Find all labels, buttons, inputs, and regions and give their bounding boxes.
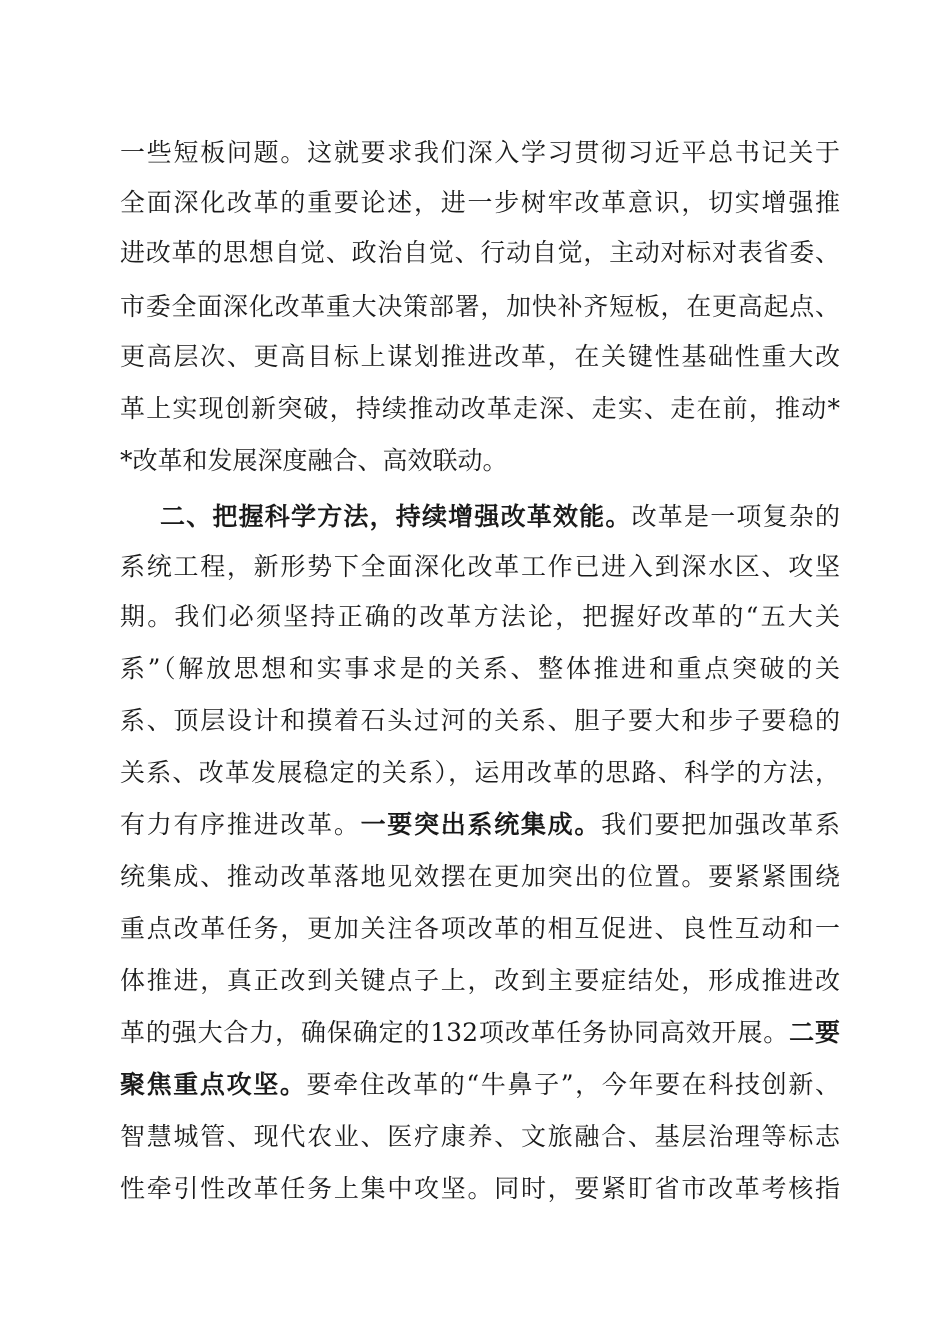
text-run: 进改革的思想自觉、政治自觉、行动自觉，主动对标对表省委、 (120, 238, 840, 267)
text-line (120, 1169, 840, 1209)
text-line (160, 497, 840, 537)
text-run: 要牵住改革的“牛鼻子”，今年要在科技创新、 (306, 1070, 840, 1099)
text-run: 体推进，真正改到关键点子上，改到主要症结处，形成推进改 (120, 966, 840, 995)
text-line (120, 133, 840, 173)
text-line (120, 389, 840, 429)
text-line (120, 597, 840, 637)
section-heading: 二、把握科学方法，持续增强改革效能。 (160, 502, 632, 531)
text-run: 革上实现创新突破，持续推动改革走深、走实、走在前，推动* (120, 394, 840, 423)
text-run: 更高层次、更高目标上谋划推进改革，在关键性基础性重大改 (120, 342, 840, 371)
text-run: 改革是一项复杂的 (631, 502, 840, 531)
text-run: 我们要把加强改革系 (601, 810, 840, 839)
text-line (120, 1013, 840, 1053)
text-run: 系”（解放思想和实事求是的关系、整体推进和重点突破的关 (120, 654, 840, 683)
text-run: 关系、改革发展稳定的关系），运用改革的思路、科学的方法， (120, 758, 840, 787)
text-run: 全面深化改革的重要论述，进一步树牢改革意识，切实增强推 (120, 188, 840, 217)
text-line (120, 337, 840, 377)
text-run: 有力有序推进改革。 (120, 810, 361, 839)
text-line (120, 1117, 840, 1157)
text-run: 市委全面深化改革重大决策部署，加快补齐短板，在更高起点、 (120, 292, 840, 321)
text-line (120, 547, 840, 587)
text-run: 革的强大合力，确保确定的132项改革任务协同高效开展。 (120, 1018, 790, 1047)
sub-heading: 二要 (789, 1018, 840, 1047)
text-line (120, 233, 840, 273)
text-run: *改革和发展深度融合、高效联动。 (120, 446, 508, 475)
text-run: 期。我们必须坚持正确的改革方法论，把握好改革的“五大关 (120, 602, 840, 631)
text-line (120, 183, 840, 223)
text-line (120, 961, 840, 1001)
text-run: 智慧城管、现代农业、医疗康养、文旅融合、基层治理等标志 (120, 1122, 840, 1151)
text-line (120, 287, 840, 327)
text-line (120, 701, 840, 741)
text-run: 统集成、推动改革落地见效摆在更加突出的位置。要紧紧围绕 (120, 862, 840, 891)
text-line (120, 753, 840, 793)
text-line (120, 649, 840, 689)
text-line (120, 857, 840, 897)
text-run: 系统工程，新形势下全面深化改革工作已进入到深水区、攻坚 (120, 552, 840, 581)
text-run: 性牵引性改革任务上集中攻坚。同时，要紧盯省市改革考核指 (120, 1174, 840, 1203)
text-line (120, 1065, 840, 1105)
text-line (120, 909, 840, 949)
sub-heading: 一要突出系统集成。 (360, 810, 602, 839)
sub-heading: 聚焦重点攻坚。 (120, 1070, 307, 1099)
text-line (120, 805, 840, 845)
text-run: 一些短板问题。这就要求我们深入学习贯彻习近平总书记关于 (120, 138, 840, 167)
text-line (120, 441, 508, 481)
text-run: 系、顶层设计和摸着石头过河的关系、胆子要大和步子要稳的 (120, 706, 840, 735)
text-run: 重点改革任务，更加关注各项改革的相互促进、良性互动和一 (120, 914, 840, 943)
